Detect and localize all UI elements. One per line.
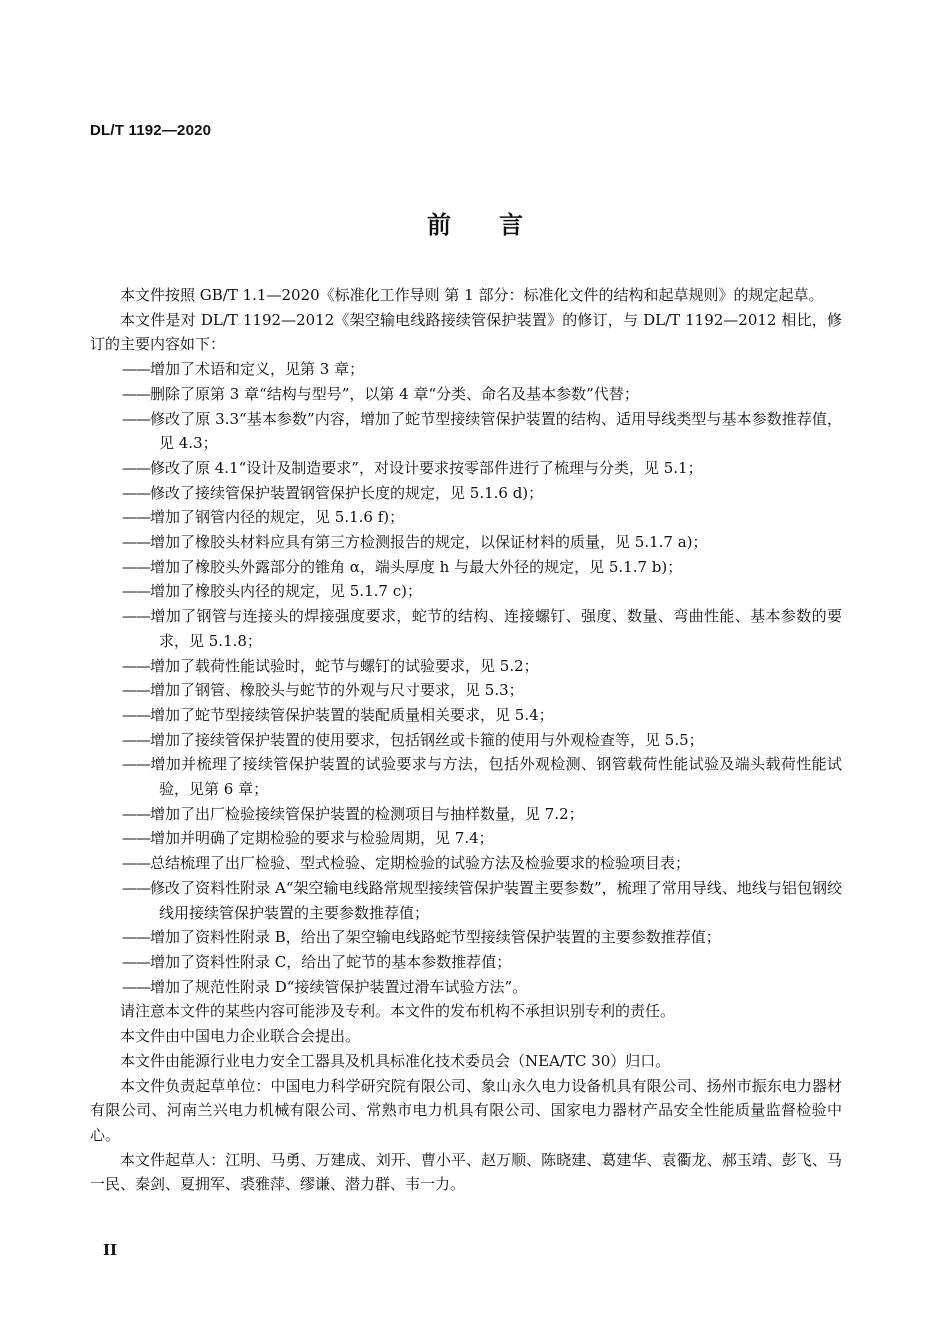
change-text: 增加了接续管保护装置的使用要求，包括钢丝或卡箍的使用与外观检查等，见 5.5； xyxy=(150,730,704,749)
change-text: 增加了橡胶头外露部分的锥角 α，端头厚度 h 与最大外径的规定，见 5.1.7 b)； xyxy=(150,557,683,576)
change-item xyxy=(90,826,842,851)
intro-paragraph: 本文件按照 GB/T 1.1—2020《标准化工作导则 第 1 部分：标准化文件的结构和起草规则》的规定起草。 xyxy=(120,286,824,304)
change-item xyxy=(90,505,842,530)
dash-bullet: —— xyxy=(122,384,150,403)
section-title: 前言 xyxy=(427,211,571,239)
dash-bullet: —— xyxy=(122,705,150,724)
change-item xyxy=(90,752,842,801)
change-item xyxy=(90,456,842,481)
change-text: 总结梳理了出厂检验、型式检验、定期检验的试验方法及检验要求的检验项目表； xyxy=(150,854,691,873)
change-item xyxy=(90,728,842,753)
change-text: 增加了钢管与连接头的焊接强度要求，蛇节的结构、连接螺钉、强度、数量、弯曲性能、基本参数的要求，见 5.1.8； xyxy=(150,607,842,650)
dash-bullet: —— xyxy=(122,483,150,502)
change-item xyxy=(90,579,842,604)
dash-bullet: —— xyxy=(122,458,150,477)
change-text: 增加了载荷性能试验时，蛇节与螺钉的试验要求，见 5.2； xyxy=(150,656,539,675)
note-paragraph: 本文件由中国电力企业联合会提出。 xyxy=(120,1027,361,1046)
drafting-units-paragraph: 本文件负责起草单位：中国电力科学研究院有限公司、象山永久电力设备机具有限公司、扬州市振东电力器材有限公司、河南兰兴电力机械有限公司、常熟市电力机具有限公司、国家电力器材产品安全性能质量监督检验中心。 xyxy=(90,1076,842,1144)
dash-bullet: —— xyxy=(122,977,150,996)
dash-bullet: —— xyxy=(122,607,150,626)
change-text: 修改了原 3.3“基本参数”内容，增加了蛇节型接续管保护装置的结构、适用导线类型与基本参数推荐值，见 4.3； xyxy=(150,409,842,453)
change-item xyxy=(90,481,842,506)
change-text: 删除了原第 3 章“结构与型号”，以第 4 章“分类、命名及基本参数”代替； xyxy=(150,384,639,403)
dash-bullet: —— xyxy=(122,928,150,947)
dash-bullet: —— xyxy=(122,533,150,552)
dash-bullet: —— xyxy=(122,804,150,823)
change-list xyxy=(90,357,842,999)
dash-bullet: —— xyxy=(122,508,150,527)
change-item xyxy=(90,876,842,925)
dash-bullet: —— xyxy=(122,829,150,848)
intro-paragraph: 本文件是对 DL/T 1192—2012《架空输电线路接续管保护装置》的修订，与 DL/T 1192—2012 相比，修订的主要内容如下： xyxy=(90,310,842,354)
dash-bullet: —— xyxy=(122,656,150,675)
dash-bullet: —— xyxy=(122,952,150,971)
change-text: 增加了出厂检验接续管保护装置的检测项目与抽样数量，见 7.2； xyxy=(150,804,584,823)
change-item xyxy=(90,407,842,456)
change-text: 增加了橡胶头材料应具有第三方检测报告的规定，以保证材料的质量，见 5.1.7 a)； xyxy=(150,533,708,552)
change-text: 增加了蛇节型接续管保护装置的装配质量相关要求，见 5.4； xyxy=(150,705,554,724)
change-text: 增加并明确了定期检验的要求与检验周期，见 7.4； xyxy=(150,829,494,848)
dash-bullet: —— xyxy=(122,730,150,749)
dash-bullet: —— xyxy=(122,681,150,700)
change-item xyxy=(90,604,842,653)
change-text: 增加了资料性附录 B，给出了架空输电线路蛇节型接续管保护装置的主要参数推荐值； xyxy=(150,928,721,947)
change-text: 修改了接续管保护装置钢管保护长度的规定，见 5.1.6 d)； xyxy=(150,483,544,502)
change-item xyxy=(90,555,842,580)
dash-bullet: —— xyxy=(122,582,150,601)
page-number: II xyxy=(103,1241,118,1259)
change-text: 增加了术语和定义，见第 3 章； xyxy=(150,360,365,379)
change-item xyxy=(90,925,842,950)
change-item xyxy=(90,654,842,679)
change-text: 增加了钢管、橡胶头与蛇节的外观与尺寸要求，见 5.3； xyxy=(150,681,524,700)
change-item xyxy=(90,357,842,382)
change-text: 增加了钢管内径的规定，见 5.1.6 f)； xyxy=(150,508,405,527)
change-text: 增加并梳理了接续管保护装置的试验要求与方法，包括外观检测、钢管载荷性能试验及端头载荷性能试验，见第 6 章； xyxy=(150,755,842,799)
dash-bullet: —— xyxy=(122,360,150,379)
foreword-body xyxy=(90,283,842,1197)
note-paragraph: 本文件由能源行业电力安全工器具及机具标准化技术委员会（NEA/TC 30）归口。 xyxy=(120,1051,671,1070)
change-item xyxy=(90,802,842,827)
change-text: 增加了规范性附录 D“接续管保护装置过滑车试验方法”。 xyxy=(150,977,528,996)
change-text: 增加了资料性附录 C，给出了蛇节的基本参数推荐值； xyxy=(150,952,512,971)
change-item xyxy=(90,851,842,876)
note-paragraph: 请注意本文件的某些内容可能涉及专利。本文件的发布机构不承担识别专利的责任。 xyxy=(120,1002,676,1021)
change-item xyxy=(90,950,842,975)
dash-bullet: —— xyxy=(122,878,150,897)
change-item xyxy=(90,678,842,703)
change-item xyxy=(90,703,842,728)
dash-bullet: —— xyxy=(122,557,150,576)
change-item xyxy=(90,382,842,407)
drafters-paragraph: 本文件起草人：江明、马勇、万建成、刘开、曹小平、赵万顺、陈晓建、葛建华、袁衢龙、郝玉靖、彭飞、马一民、秦剑、夏拥军、裘雅萍、缪谦、潜力群、韦一力。 xyxy=(90,1150,842,1194)
change-item xyxy=(90,975,842,1000)
change-text: 修改了资料性附录 A“架空输电线路常规型接续管保护装置主要参数”，梳理了常用导线、地线与铝包钢绞线用接续管保护装置的主要参数推荐值； xyxy=(150,878,842,922)
dash-bullet: —— xyxy=(122,409,150,428)
dash-bullet: —— xyxy=(122,854,150,873)
change-text: 增加了橡胶头内径的规定，见 5.1.7 c)； xyxy=(150,582,422,601)
change-item xyxy=(90,530,842,555)
document-code: DL/T 1192—2020 xyxy=(90,122,212,139)
change-text: 修改了原 4.1“设计及制造要求”，对设计要求按零部件进行了梳理与分类，见 5.1； xyxy=(150,458,703,477)
dash-bullet: —— xyxy=(122,755,150,774)
